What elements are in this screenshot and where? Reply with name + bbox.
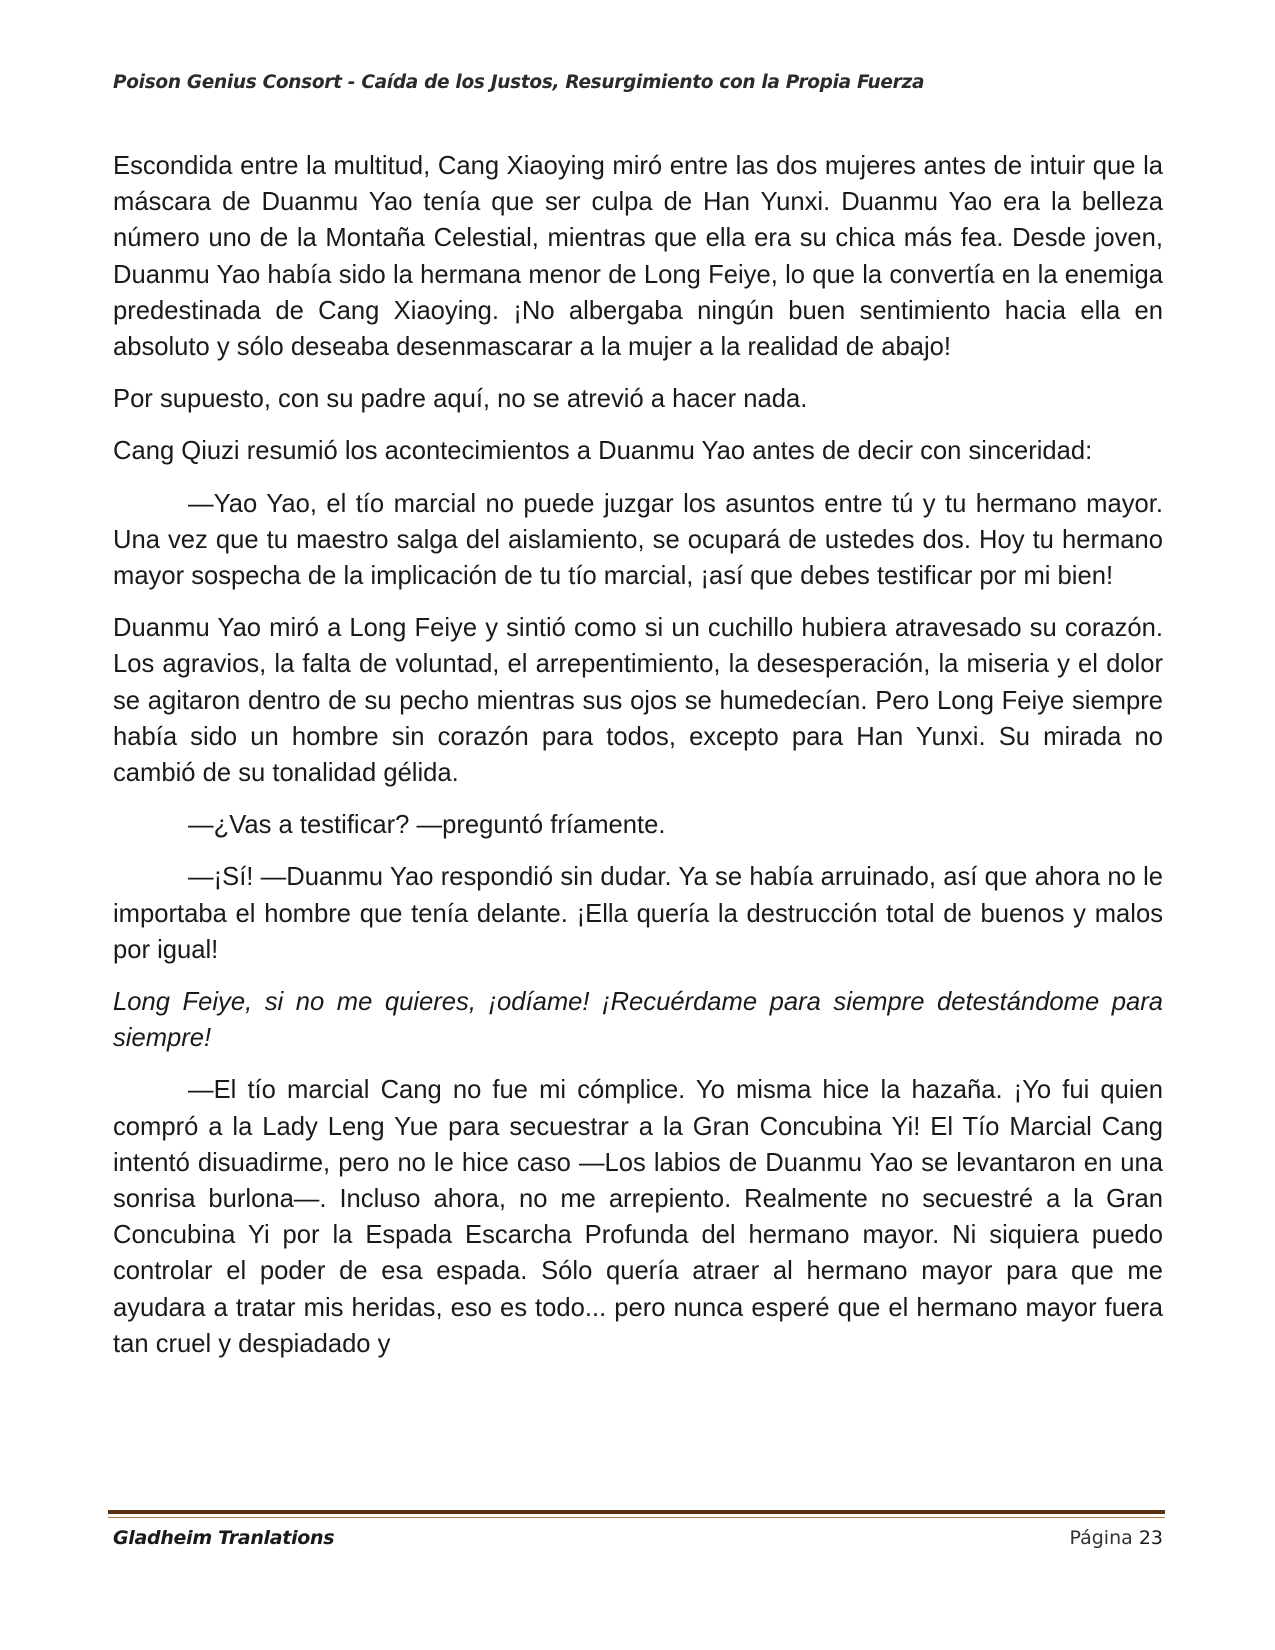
paragraph: —Yao Yao, el tío marcial no puede juzgar los asuntos entre tú y tu hermano mayor. Una vez que tu maestro salga del aislamiento, se ocupará de ustedes dos. Hoy tu hermano mayor sospecha de la implicación de tu tío marcial, ¡así que debes testificar por mi bien! (113, 489, 1163, 591)
page-label: Página (1069, 1527, 1133, 1549)
paragraph: Long Feiye, si no me quieres, ¡odíame! ¡Recuérdame para siempre detestándome para siempre! (113, 988, 1163, 1053)
footer-rule (108, 1510, 1165, 1514)
footer-rule-thin (108, 1517, 1165, 1518)
page-number-value: 23 (1138, 1527, 1163, 1549)
running-header: Poison Genius Consort - Caída de los Justos, Resurgimiento con la Propia Fuerza (113, 72, 925, 93)
paragraph: Cang Qiuzi resumió los acontecimientos a Duanmu Yao antes de decir con sinceridad: (113, 437, 1093, 466)
paragraph: —¿Vas a testificar? —preguntó fríamente. (188, 811, 666, 840)
paragraph: —¡Sí! —Duanmu Yao respondió sin dudar. Ya se había arruinado, así que ahora no le importaba el hombre que tenía delante. ¡Ella quería la destrucción total de buenos y malos por igual! (113, 863, 1163, 964)
footer-credit: Gladheim Tranlations (113, 1527, 335, 1549)
paragraph: Por supuesto, con su padre aquí, no se atrevió a hacer nada. (113, 385, 808, 414)
paragraph: Escondida entre la multitud, Cang Xiaoying miró entre las dos mujeres antes de intuir que la máscara de Duanmu Yao tenía que ser culpa de Han Yunxi. Duanmu Yao era la belleza número uno de la Montaña Celestial, mientras que ella era su chica más fea. Desde joven, Duanmu Yao había sido la hermana menor de Long Feiye, lo que la convertía en la enemiga predestinada de Cang Xiaoying. ¡No albergaba ningún buen sentimiento hacia ella en absoluto y sólo deseaba desenmascarar a la mujer a la realidad de abajo! (113, 152, 1163, 362)
paragraph: Duanmu Yao miró a Long Feiye y sintió como si un cuchillo hubiera atravesado su corazón. Los agravios, la falta de voluntad, el arrepentimiento, la desesperación, la miseria y el dolor se agitaron dentro de su pecho mientras sus ojos se humedecían. Pero Long Feiye siempre había sido un hombre sin corazón para todos, excepto para Han Yunxi. Su mirada no cambió de su tonalidad gélida. (113, 614, 1163, 788)
page-body (113, 148, 1163, 1378)
paragraph: —El tío marcial Cang no fue mi cómplice. Yo misma hice la hazaña. ¡Yo fui quien compró a la Lady Leng Yue para secuestrar a la Gran Concubina Yi! El Tío Marcial Cang intentó disuadirme, pero no le hice caso —Los labios de Duanmu Yao se levantaron en una sonrisa burlona—. Incluso ahora, no me arrepiento. Realmente no secuestré a la Gran Concubina Yi por la Espada Escarcha Profunda del hermano mayor. Ni siquiera puedo controlar el poder de esa espada. Sólo quería atraer al hermano mayor para que me ayudara a tratar mis heridas, eso es todo... pero nunca esperé que el hermano mayor fuera tan cruel y despiadado y (113, 1076, 1163, 1358)
page-number (1069, 1527, 1163, 1549)
